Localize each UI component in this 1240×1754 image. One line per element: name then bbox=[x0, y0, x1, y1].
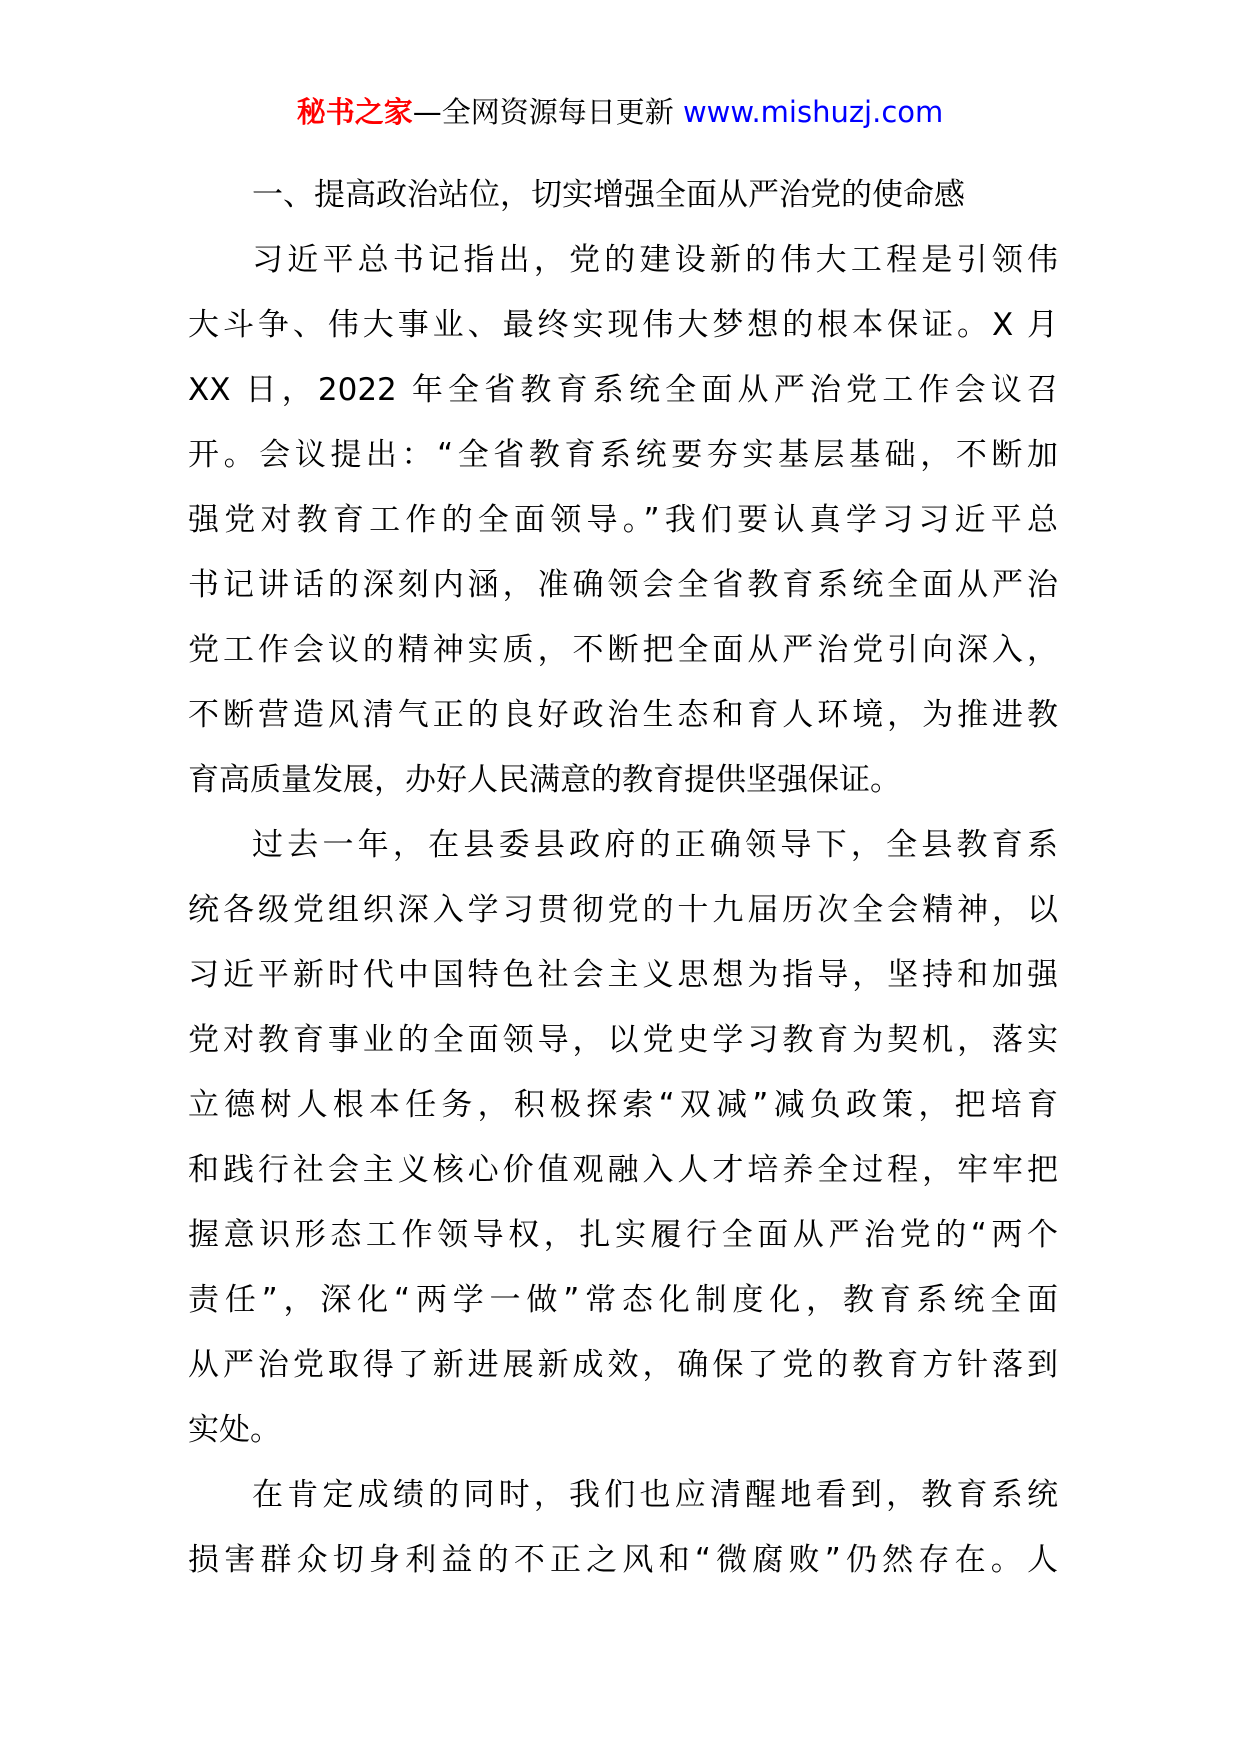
text-line: 和践行社会主义核心价值观融入人才培养全过程，牢牢把 bbox=[188, 1152, 1058, 1188]
text-line: 立德树人根本任务，积极探索“双减”减负政策，把培育 bbox=[188, 1087, 1058, 1123]
text-line: 统各级党组织深入学习贯彻党的十九届历次全会精神，以 bbox=[188, 892, 1058, 928]
text-line: 党工作会议的精神实质，不断把全面从严治党引向深入， bbox=[188, 632, 1058, 668]
paragraph-3 bbox=[188, 1463, 1058, 1593]
text-line: 过去一年，在县委县政府的正确领导下，全县教育系 bbox=[252, 827, 1058, 863]
header-tagline: —全网资源每日更新 bbox=[412, 95, 674, 129]
text-line: 大斗争、伟大事业、最终实现伟大梦想的根本保证。X 月 bbox=[188, 307, 1058, 343]
section-heading: 一、提高政治站位，切实增强全面从严治党的使命感 bbox=[252, 177, 965, 213]
text-line: 责任”，深化“两学一做”常态化制度化，教育系统全面 bbox=[188, 1282, 1058, 1318]
text-line: 不断营造风清气正的良好政治生态和育人环境，为推进教 bbox=[188, 697, 1058, 733]
text-line: 习近平新时代中国特色社会主义思想为指导，坚持和加强 bbox=[188, 957, 1058, 993]
text-line: 育高质量发展，办好人民满意的教育提供坚强保证。 bbox=[188, 762, 901, 798]
text-line: 党对教育事业的全面领导，以党史学习教育为契机，落实 bbox=[188, 1022, 1058, 1058]
text-line: XX 日，2022 年全省教育系统全面从严治党工作会议召 bbox=[188, 372, 1058, 408]
paragraph-1 bbox=[188, 228, 1058, 813]
text-line: 损害群众切身利益的不正之风和“微腐败”仍然存在。人 bbox=[188, 1542, 1058, 1578]
text-line: 实处。 bbox=[188, 1412, 281, 1448]
text-line: 在肯定成绩的同时，我们也应清醒地看到，教育系统 bbox=[252, 1477, 1058, 1513]
brand-name: 秘书之家 bbox=[296, 95, 413, 129]
text-line: 习近平总书记指出，党的建设新的伟大工程是引领伟 bbox=[252, 242, 1058, 278]
text-line: 开。会议提出：“全省教育系统要夯实基层基础，不断加 bbox=[188, 437, 1058, 473]
text-line: 从严治党取得了新进展新成效，确保了党的教育方针落到 bbox=[188, 1347, 1058, 1383]
text-line: 强党对教育工作的全面领导。”我们要认真学习习近平总 bbox=[188, 502, 1058, 538]
paragraph-2 bbox=[188, 813, 1058, 1463]
site-url-link[interactable]: www.mishuzj.com bbox=[682, 95, 944, 129]
text-line: 书记讲话的深刻内涵，准确领会全省教育系统全面从严治 bbox=[188, 567, 1058, 603]
document-body bbox=[188, 163, 1058, 1593]
text-line: 握意识形态工作领导权，扎实履行全面从严治党的“两个 bbox=[188, 1217, 1058, 1253]
site-header bbox=[0, 92, 1240, 132]
